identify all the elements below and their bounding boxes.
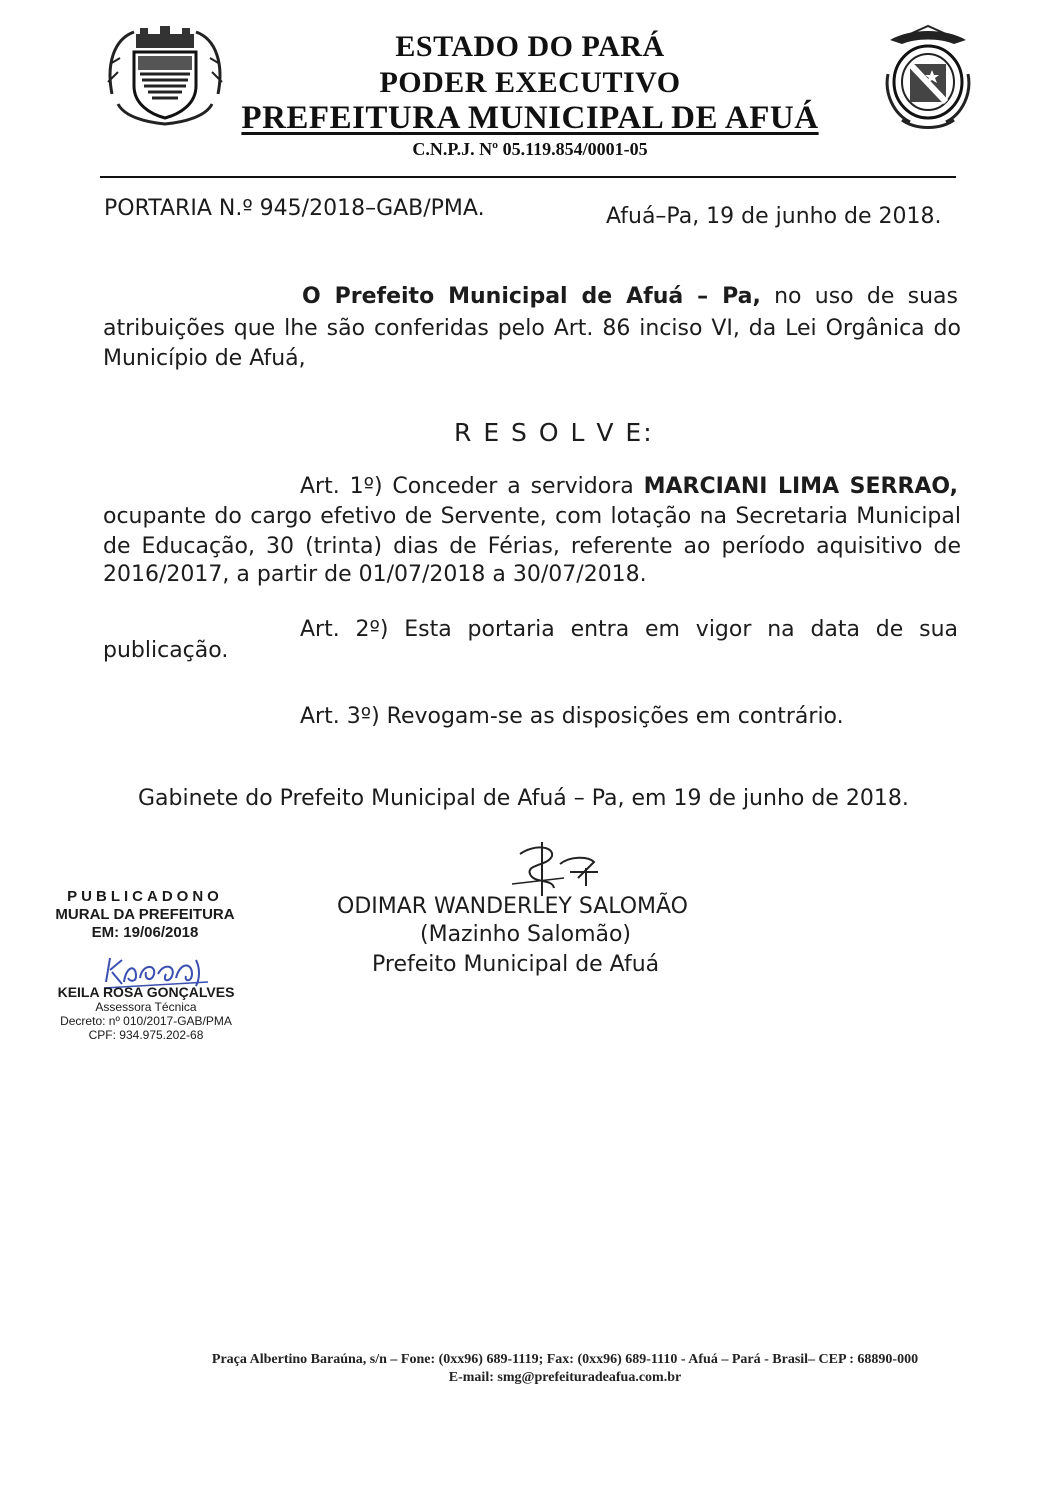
mayor-title: O Prefeito Municipal de Afuá – Pa, (302, 284, 761, 309)
art2-line-1: Art. 2º) Esta portaria entra em vigor na data de sua (300, 617, 958, 642)
mayor-name: ODIMAR WANDERLEY SALOMÃO (337, 894, 689, 919)
footer-address: Praça Albertino Baraúna, s/n – Fone: (0xx96) 689-1119; Fax: (0xx96) 689-1110 - Afuá – Pará - Brasil– CEP : 68890-000 (211, 1352, 919, 1367)
preamble-line-3: Município de Afuá, (103, 346, 306, 371)
art1-line-2: ocupante do cargo efetivo de Servente, com lotação na Secretaria Municipal (103, 504, 961, 529)
assessor-block (30, 984, 262, 1042)
art1-line-3: de Educação, 30 (trinta) dias de Férias, referente ao período aquisitivo de (103, 534, 961, 559)
stamp-line-3: EM: 19/06/2018 (91, 924, 199, 941)
art3-line: Art. 3º) Revogam-se as disposições em contrário. (300, 704, 844, 729)
cnpj-line: C.N.P.J. Nº 05.119.854/0001-05 (412, 139, 648, 159)
closing-line: Gabinete do Prefeito Municipal de Afuá – Pa, em 19 de junho de 2018. (138, 786, 909, 811)
mayor-nickname: (Mazinho Salomão) (420, 922, 632, 947)
art1-line-4: 2016/2017, a partir de 01/07/2018 a 30/07/2018. (103, 562, 647, 587)
stamp-line-1: PUBLICADONO (67, 888, 223, 905)
publication-stamp (30, 888, 260, 941)
mayor-title-line: Prefeito Municipal de Afuá (372, 952, 660, 977)
municipality-heading: PREFEITURA MUNICIPAL DE AFUÁ (241, 100, 819, 136)
place-date: Afuá–Pa, 19 de junho de 2018. (606, 204, 942, 229)
employee-name: MARCIANI LIMA SERRAO, (643, 474, 958, 499)
assessor-decree: Decreto: nº 010/2017-GAB/PMA (60, 1014, 232, 1028)
assessor-cpf: CPF: 934.975.202-68 (88, 1028, 204, 1042)
state-coat-of-arms-icon (880, 24, 976, 132)
header-divider (100, 176, 956, 178)
preamble-line-1: O Prefeito Municipal de Afuá – Pa, no uso de suas (302, 284, 958, 309)
preamble-line-2: atribuições que lhe são conferidas pelo Art. 86 inciso VI, da Lei Orgânica do (103, 316, 961, 341)
municipal-coat-of-arms-icon (104, 24, 226, 128)
portaria-number: PORTARIA N.º 945/2018–GAB/PMA. (104, 196, 485, 221)
art1-line-1: Art. 1º) Conceder a servidora MARCIANI LIMA SERRAO, (300, 474, 958, 499)
mayor-signature-mark (508, 838, 604, 900)
resolve-heading: R E S O L V E: (454, 418, 654, 447)
state-heading: ESTADO DO PARÁ (395, 30, 665, 63)
art2-line-2: publicação. (103, 638, 229, 663)
power-heading: PODER EXECUTIVO (379, 66, 681, 99)
assessor-name: KEILA ROSA GONÇALVES (57, 984, 235, 1000)
stamp-line-2: MURAL DA PREFEITURA (55, 906, 235, 923)
assessor-role: Assessora Técnica (95, 1000, 197, 1014)
footer-email: E-mail: smg@prefeituradeafua.com.br (448, 1370, 682, 1385)
